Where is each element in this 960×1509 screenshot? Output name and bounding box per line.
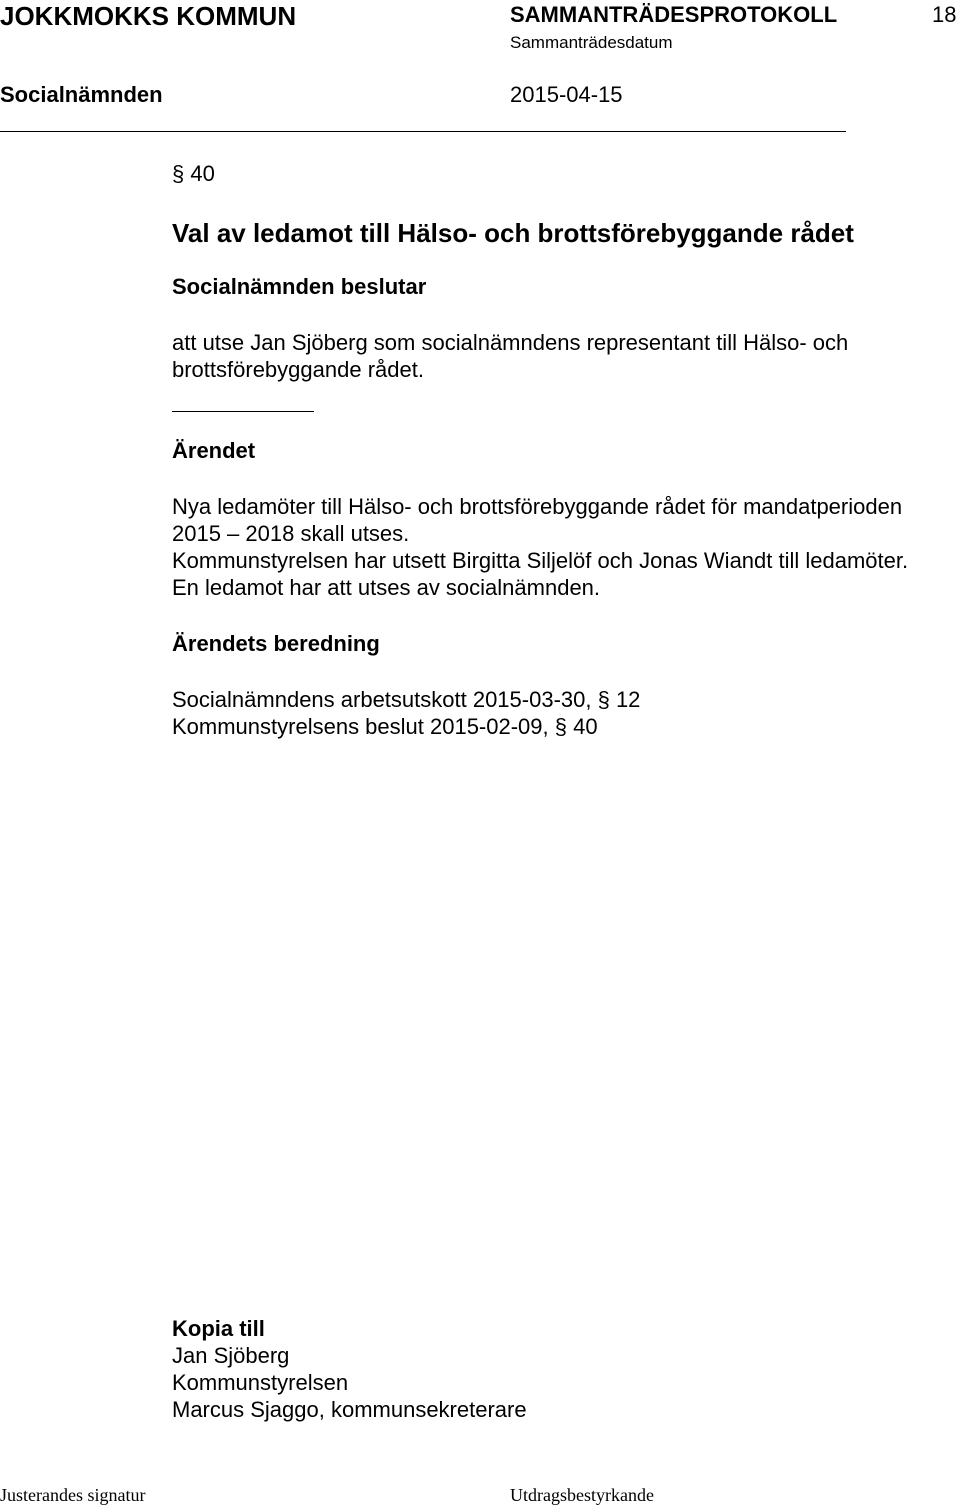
meeting-date-label: Sammanträdesdatum [510, 33, 673, 52]
section-number-value: 40 [190, 161, 215, 186]
case-paragraph-2: Kommunstyrelsen har utsett Birgitta Siljelöf och Jonas Wiandt till ledamöter. En ledamot har att utses av socialnämnden. [172, 548, 909, 600]
page-number: 18 [932, 2, 957, 27]
section-title: Val av ledamot till Hälso- och brottsförebyggande rådet [172, 218, 854, 248]
footer-signature-label: Justerandes signatur [0, 1485, 146, 1505]
preparation-item: Socialnämndens arbetsutskott 2015-03-30, § 12 [172, 687, 641, 712]
copy-recipient: Jan Sjöberg [172, 1343, 290, 1368]
footer-certification-label: Utdragsbestyrkande [510, 1485, 654, 1505]
organization-name: JOKKMOKKS KOMMUN [0, 1, 297, 31]
meeting-date: 2015-04-15 [510, 82, 623, 107]
header-divider [0, 131, 846, 132]
case-heading: Ärendet [172, 438, 256, 463]
board-name: Socialnämnden [0, 82, 163, 107]
preparation-heading: Ärendets beredning [172, 631, 380, 656]
section-sign-icon: § [172, 161, 185, 186]
document-type: SAMMANTRÄDESPROTOKOLL [510, 2, 838, 27]
decision-text: att utse Jan Sjöberg som socialnämndens representant till Hälso- och brottsförebyggande rådet. [172, 330, 849, 382]
decision-heading: Socialnämnden beslutar [172, 274, 427, 299]
section-number [172, 160, 215, 187]
case-text [172, 493, 932, 601]
copy-recipient: Marcus Sjaggo, kommunsekreterare [172, 1397, 527, 1422]
copy-to-heading: Kopia till [172, 1316, 265, 1341]
decision-divider [172, 411, 314, 412]
case-paragraph-1: Nya ledamöter till Hälso- och brottsförebyggande rådet för mandatperioden 2015 – 2018 skall utses. [172, 494, 903, 546]
preparation-item: Kommunstyrelsens beslut 2015-02-09, § 40 [172, 714, 598, 739]
copy-recipient: Kommunstyrelsen [172, 1370, 349, 1395]
